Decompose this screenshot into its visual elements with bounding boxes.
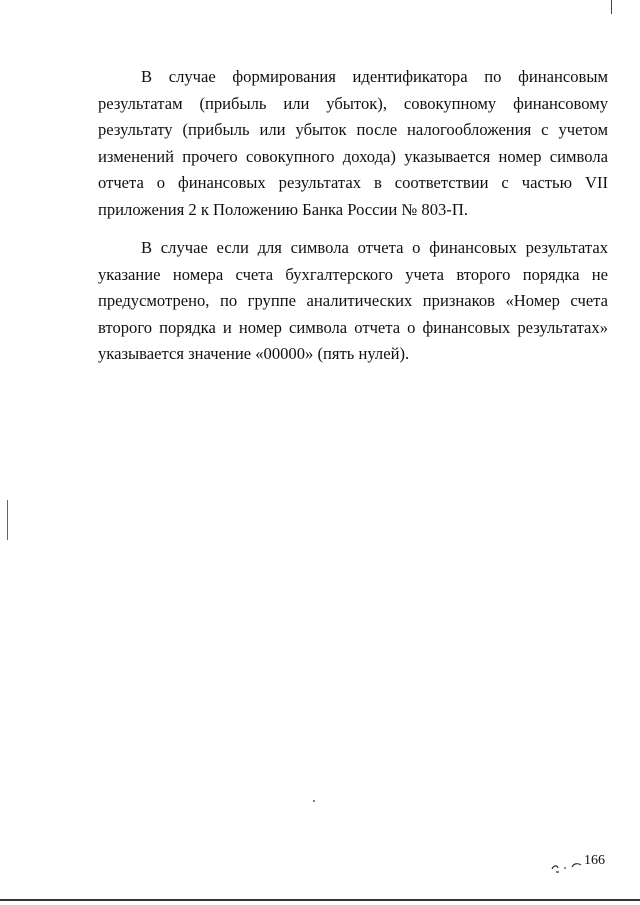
page-number: 166: [584, 853, 605, 868]
scan-speck: [313, 800, 315, 802]
paragraph-2: В случае если для символа отчета о финансовых результатах указание номера счета бухгалтерского учета второго порядка не предусмотрено, по группе аналитических признаков «Номер счета второго порядка и номер символа отчета о финансовых результатах» указывается значение «00000» (пять нулей).: [98, 238, 608, 363]
handwritten-mark-icon: [550, 859, 584, 875]
body-text: [98, 64, 608, 380]
page-number-area: [550, 853, 610, 879]
paragraph-1: В случае формирования идентификатора по финансовым результатам (прибыль или убыток), совокупному финансовому результату (прибыль или убыток после налогообложения с учетом изменений прочего совокупного дохода) указывается номер символа отчета о финансовых результатах в соответствии с частью VII приложения 2 к Положению Банка России № 803-П.: [98, 67, 608, 219]
scan-edge-mark: [0, 899, 640, 901]
scan-edge-mark: [611, 0, 612, 14]
scan-edge-mark: [7, 500, 8, 540]
